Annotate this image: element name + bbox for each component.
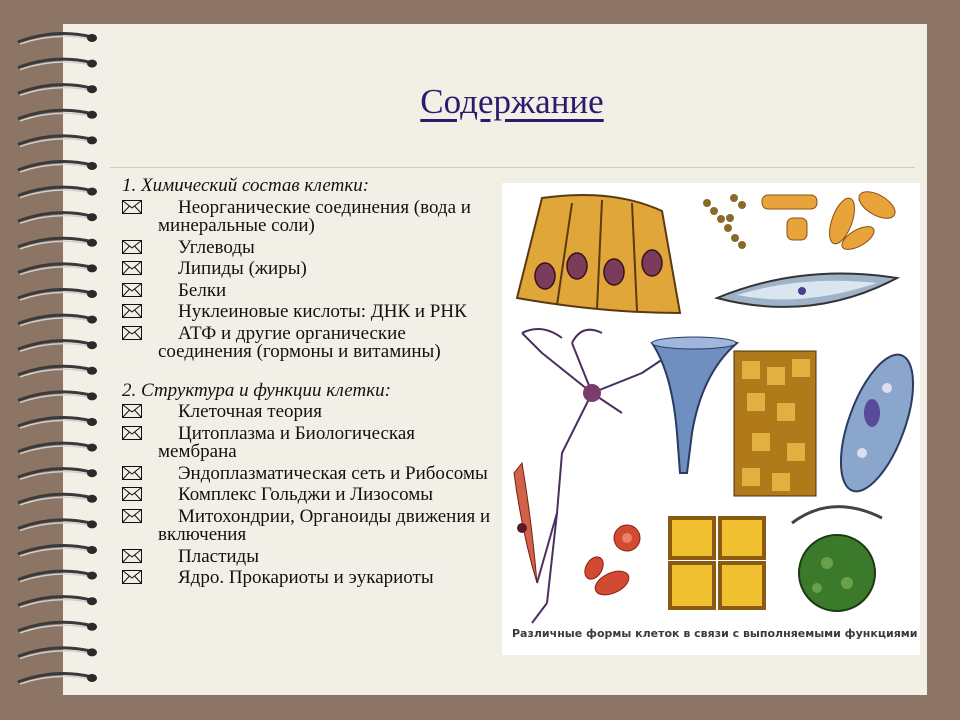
red-blood-cells <box>581 525 640 600</box>
list-item-label: Комплекс Гольджи и Лизосомы <box>178 484 434 505</box>
list-item-label: Углеводы <box>178 236 255 258</box>
list-item-label: Неорганические соединения (вода и минеральные соли) <box>158 196 471 236</box>
spiral-ring-icon <box>18 59 97 70</box>
spiral-ring-icon <box>18 238 97 249</box>
envelope-icon <box>122 570 142 584</box>
spindle-cell <box>514 463 537 583</box>
list-item[interactable] <box>122 303 497 322</box>
yellow-plant-cells <box>670 518 764 608</box>
cell-forms-illustration <box>502 183 920 655</box>
page-title: Содержание <box>420 82 604 121</box>
spiral-binding <box>0 24 110 694</box>
cell-drawings <box>502 183 920 655</box>
list-item[interactable] <box>122 486 497 505</box>
list-item[interactable] <box>122 569 497 588</box>
spiral-ring-icon <box>18 187 97 198</box>
spiral-ring-icon <box>18 545 97 556</box>
envelope-icon <box>122 326 142 340</box>
spiral-ring-icon <box>18 417 97 428</box>
list-item-label: Нуклеиновые кислоты: ДНК и РНК <box>178 301 467 322</box>
list-item[interactable] <box>122 545 497 567</box>
nerve-cell <box>522 329 672 623</box>
paramecium <box>826 346 920 500</box>
spiral-ring-icon <box>18 520 97 531</box>
envelope-icon <box>122 404 142 418</box>
spiral-ring-icon <box>18 469 97 480</box>
smooth-muscle-cell <box>717 274 897 307</box>
title-divider <box>110 167 915 168</box>
spiral-ring-icon <box>18 315 97 326</box>
envelope-icon <box>122 487 142 501</box>
spiral-ring-icon <box>18 289 97 300</box>
spiral-ring-icon <box>18 443 97 454</box>
spiral-ring-icon <box>18 392 97 403</box>
list-item-label: Пластиды <box>178 545 259 567</box>
envelope-icon <box>122 549 142 563</box>
spiral-ring-icon <box>18 161 97 172</box>
spiral-ring-icon <box>18 673 97 684</box>
spiral-ring-icon <box>18 213 97 224</box>
envelope-icon <box>122 283 142 297</box>
envelope-icon <box>122 509 142 523</box>
list-item[interactable] <box>122 196 497 236</box>
plant-tissue <box>734 351 816 496</box>
list-item[interactable] <box>122 505 497 545</box>
list-item-label: Белки <box>178 279 227 301</box>
list-item[interactable] <box>122 236 497 258</box>
list-item-label: Липиды (жиры) <box>178 258 307 279</box>
spiral-ring-icon <box>18 571 97 582</box>
spiral-ring-icon <box>18 494 97 505</box>
list-item[interactable] <box>122 403 497 422</box>
envelope-icon <box>122 261 142 275</box>
green-algae-cell <box>792 507 882 611</box>
envelope-icon <box>122 240 142 254</box>
section-heading: 1. Химический состав клетки: <box>122 175 370 196</box>
spiral-ring-icon <box>18 264 97 275</box>
spiral-ring-icon <box>18 33 97 44</box>
figure-caption: Различные формы клеток в связи с выполняемыми функциями <box>512 627 918 640</box>
spiral-ring-icon <box>18 648 97 659</box>
list-item[interactable] <box>122 422 497 462</box>
section-heading: 2. Структура и функции клетки: <box>122 379 391 401</box>
envelope-icon <box>122 304 142 318</box>
neuron-body <box>583 384 601 402</box>
funnel-cell <box>652 337 737 473</box>
list-item-label: Митохондрии, Органоиды движения и включения <box>158 505 491 545</box>
spiral-ring-icon <box>18 366 97 377</box>
epithelial-cells <box>517 195 680 313</box>
list-item-label: Цитоплазма и Биологическая мембрана <box>158 422 416 462</box>
list-item[interactable] <box>122 462 497 484</box>
list-item-label: АТФ и другие органические соединения (гормоны и витамины) <box>158 322 441 362</box>
list-item-label: Эндоплазматическая сеть и Рибосомы <box>178 462 488 484</box>
contents-list <box>122 175 497 588</box>
envelope-icon <box>122 200 142 214</box>
spiral-ring-icon <box>18 597 97 608</box>
spiral-ring-icon <box>18 622 97 633</box>
list-item-label: Клеточная теория <box>178 401 322 422</box>
list-item[interactable] <box>122 322 497 362</box>
spiral-ring-icon <box>18 136 97 147</box>
list-item-label: Ядро. Прокариоты и эукариоты <box>178 567 434 588</box>
spiral-ring-icon <box>18 341 97 352</box>
envelope-icon <box>122 466 142 480</box>
bacteria <box>703 186 899 254</box>
envelope-icon <box>122 426 142 440</box>
list-item[interactable] <box>122 279 497 301</box>
list-item[interactable] <box>122 260 497 279</box>
